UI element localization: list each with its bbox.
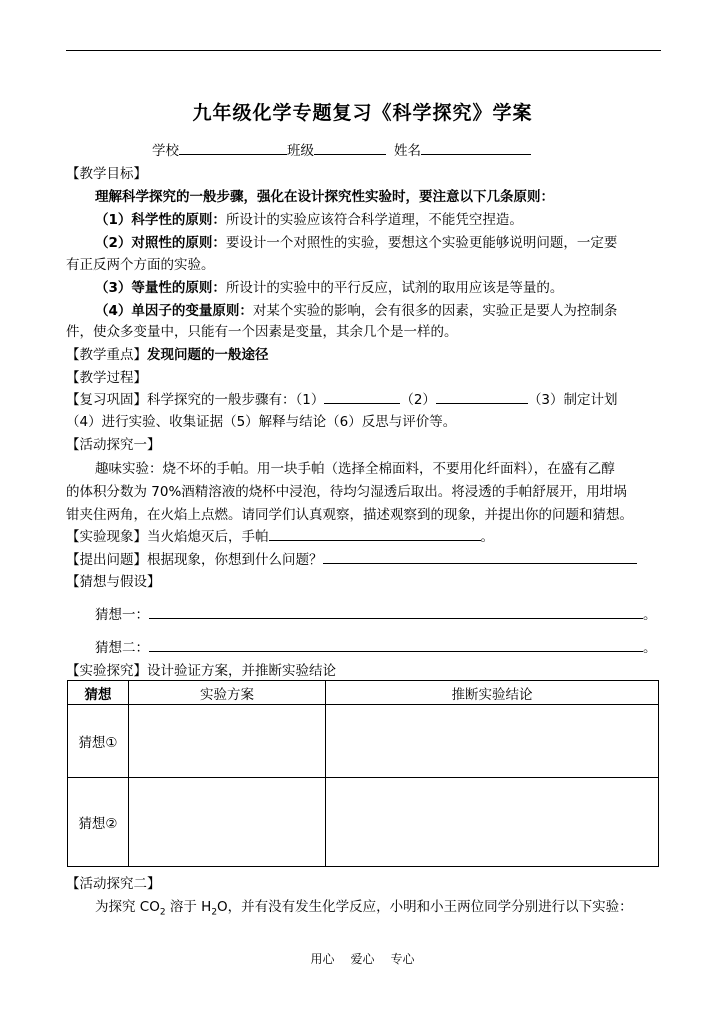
principle-3-head: （3）等量性的原则： — [95, 280, 226, 296]
header-rule — [66, 50, 661, 51]
principle-3 — [95, 276, 563, 296]
activity1-line2: 的体积分数为 70%酒精溶液的烧杯中浸泡，待均匀湿透后取出。将浸透的手帕舒展开，用坩埚 — [66, 484, 627, 500]
focus-text: 发现问题的一般途径 — [147, 347, 269, 363]
experiment-text: 设计验证方案，并推断实验结论 — [147, 663, 336, 679]
principle-1 — [95, 208, 523, 228]
activity2-label: 【活动探究二】 — [66, 876, 161, 892]
review-text: 科学探究的一般步骤有：（1） — [147, 392, 325, 408]
step1-blank[interactable] — [324, 391, 400, 404]
principle-4-text: 对某个实验的影响，会有很多的因素，实验正是要人为控制条 — [252, 303, 618, 319]
goals-intro: 理解科学探究的一般步骤，强化在设计探究性实验时，要注意以下几条原则： — [95, 189, 554, 205]
phenomenon-label: 【实验现象】 — [66, 529, 147, 545]
principle-2-text: 要设计一个对照性的实验，要想这个实验更能够说明问题，一定要 — [225, 235, 618, 251]
principle-4-cont: 件，使众多变量中，只能有一个因素是变量，其余几个是一样的。 — [66, 324, 458, 340]
info-line — [152, 139, 531, 159]
review-label: 【复习巩固】 — [66, 392, 147, 408]
page-footer — [0, 950, 725, 967]
table-row — [68, 778, 659, 867]
table-row-hypothesis-2: 猜想② — [68, 778, 129, 867]
hypothesis-2 — [95, 636, 657, 656]
principle-4-head: （4）单因子的变量原则： — [95, 303, 253, 319]
footer-item: 专心 — [390, 952, 415, 966]
principle-2 — [95, 231, 617, 251]
phenomenon-text: 当火焰熄灭后，手帕 — [147, 529, 269, 545]
conclusion-cell-2[interactable] — [326, 778, 659, 867]
phenomenon-line — [66, 525, 494, 545]
question-line — [66, 548, 637, 568]
question-blank[interactable] — [323, 551, 637, 564]
school-label: 学校 — [152, 143, 179, 159]
class-label: 班级 — [287, 143, 314, 159]
name-label: 姓名 — [394, 143, 421, 159]
goals-label: 【教学目标】 — [66, 166, 147, 182]
experiment-line — [66, 659, 336, 679]
principle-2-head: （2）对照性的原则： — [95, 235, 226, 251]
plan-cell-1[interactable] — [129, 705, 326, 778]
activity1-label: 【活动探究一】 — [66, 437, 161, 453]
focus-label: 【教学重点】 — [66, 347, 147, 363]
activity1-line1: 趣味实验：烧不坏的手帕。用一块手帕（选择全棉面料，不要用化纤面料），在盛有乙醇 — [95, 461, 615, 477]
phenomenon-blank[interactable] — [269, 528, 481, 541]
activity2-text — [95, 895, 633, 918]
footer-item: 爱心 — [350, 952, 375, 966]
table-header-conclusion: 推断实验结论 — [326, 681, 659, 705]
table-row — [68, 705, 659, 778]
table-header-plan: 实验方案 — [129, 681, 326, 705]
principle-1-head: （1）科学性的原则： — [95, 212, 226, 228]
review-cont: （4）进行实验、收集证据（5）解释与结论（6）反思与评价等。 — [66, 414, 457, 430]
activity2-text-b: 溶于 H — [165, 899, 212, 915]
step2-blank[interactable] — [436, 391, 528, 404]
hypothesis-1-end: 。 — [643, 607, 657, 623]
principle-2-cont: 有正反两个方面的实验。 — [66, 257, 215, 273]
name-field[interactable] — [421, 142, 531, 155]
experiment-table — [67, 680, 659, 867]
page-title: 九年级化学专题复习《科学探究》学案 — [192, 102, 533, 124]
hypothesis-2-blank[interactable] — [149, 639, 643, 652]
hypothesis-2-end: 。 — [643, 640, 657, 656]
activity2-text-a: 为探究 CO — [95, 899, 160, 915]
review-n2: （2） — [400, 392, 436, 408]
experiment-label: 【实验探究】 — [66, 663, 147, 679]
school-field[interactable] — [179, 142, 287, 155]
conclusion-cell-1[interactable] — [326, 705, 659, 778]
principle-4 — [95, 299, 617, 319]
h2o-subscript: 2 — [211, 907, 218, 918]
hypothesis-1-label: 猜想一： — [95, 607, 149, 623]
class-field[interactable] — [314, 142, 386, 155]
table-row-hypothesis-1: 猜想① — [68, 705, 129, 778]
hypothesis-2-label: 猜想二： — [95, 640, 149, 656]
co2-subscript: 2 — [159, 907, 166, 918]
activity2-text-c: O，并有没有发生化学反应，小明和小王两位同学分别进行以下实验： — [217, 899, 633, 915]
phenomenon-end: 。 — [480, 529, 494, 545]
review-line — [66, 388, 618, 408]
process-label: 【教学过程】 — [66, 370, 147, 386]
hypothesis-label: 【猜想与假设】 — [66, 574, 161, 590]
question-label: 【提出问题】 — [66, 552, 147, 568]
focus-line — [66, 343, 269, 363]
table-header-row — [68, 681, 659, 705]
plan-cell-2[interactable] — [129, 778, 326, 867]
table-header-hypothesis: 猜想 — [68, 681, 129, 705]
principle-1-text: 所设计的实验应该符合科学道理，不能凭空捏造。 — [225, 212, 523, 228]
review-n3: （3）制定计划 — [527, 392, 618, 408]
hypothesis-1-blank[interactable] — [149, 606, 643, 619]
question-text: 根据现象，你想到什么问题？ — [147, 552, 323, 568]
activity1-line3: 钳夹住两角，在火焰上点燃。请同学们认真观察，描述观察到的现象，并提出你的问题和猜想。 — [66, 507, 633, 523]
footer-item: 用心 — [310, 952, 335, 966]
principle-3-text: 所设计的实验中的平行反应，试剂的取用应该是等量的。 — [225, 280, 564, 296]
hypothesis-1 — [95, 603, 657, 623]
